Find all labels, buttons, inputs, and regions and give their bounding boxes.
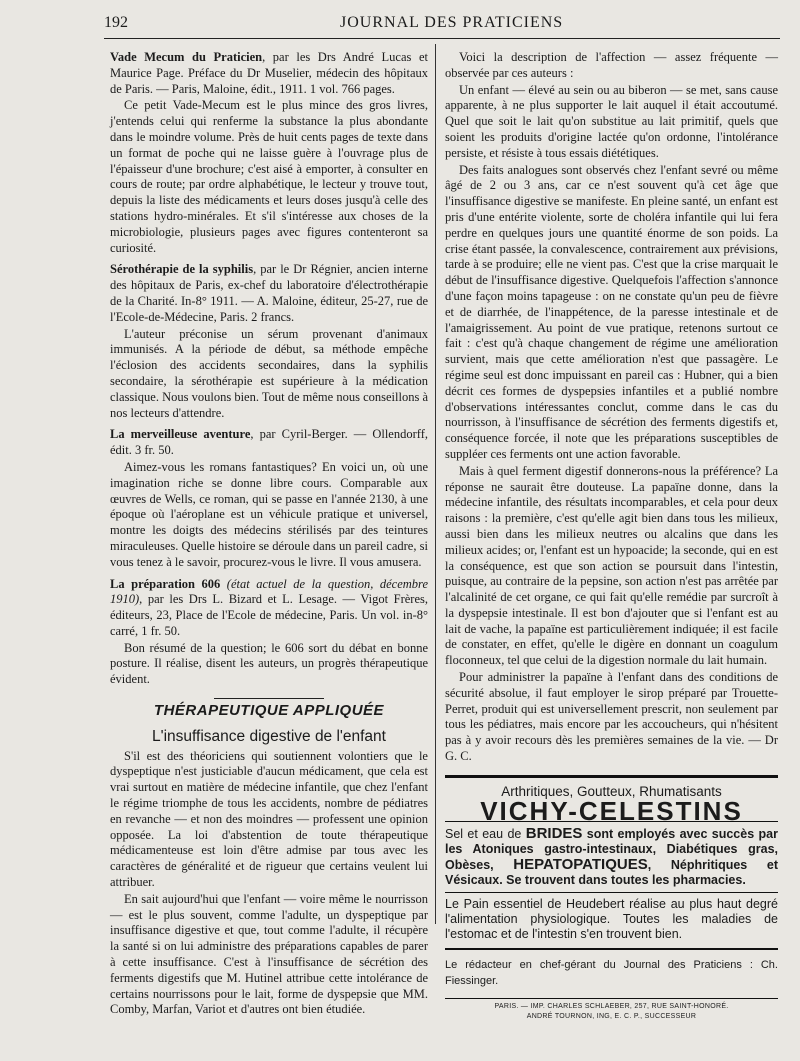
column-divider: [435, 44, 436, 924]
ad-brides: [445, 821, 778, 888]
book-subtitle: (état actuel de la question, décembre 1910): [110, 576, 428, 607]
ad-brand-brides: BRIDES: [525, 825, 583, 843]
ad-heudebert: Le Pain essentiel de Heudebert réalise au plus haut degré l'alimentation physiologique. Toutes les maladies de l'estomac et de l'intestin s'en trouvent bien.: [445, 892, 778, 942]
review-vademecum-heading: [110, 50, 428, 97]
ad-text: sont employés avec succès par les Atoniques gastro-intestinaux, Diabétiques gras, Obèses,: [445, 827, 778, 873]
book-title: Vade Mecum du Praticien: [110, 50, 263, 64]
review-paragraph: Ce petit Vade-Mecum est le plus mince des gros livres, j'entends celui qui renferme la substance la plus abondante dans le moindre volume. Près de huit cents pages de texte dans un format de poche qui ne laisse guère à l'ouvrage plus de l'épaisseur d'une brochure; c'est aisé à emporter, à consulter en cours de route; par ordre alphabétique, le lecteur y trouve tout, depuis la liste des médicaments et leurs doses jusqu'à celle des stations hydro-minérales. Et s'il s'intéresse aux choses de la microbiologie, plusieurs pages avec figures contenteront sa curiosité.: [110, 98, 428, 255]
article-paragraph: Mais à quel ferment digestif donnerons-nous la préférence? La réponse ne saurait être douteuse. La papaïne donne, dans la médecine infantile, des résultats incomparables, et cela pour deux raisons : la première, c'est qu'elle agit bien dans tous les milieux, aussi bien dans les milieux neutres ou alcalins que dans les milieux acides; or, l'enfant est un hypoacide; la seconde, qui en est la conséquence, est que son action se poursuit dans l'intestin, puisque, au contraire de la pepsine, son action n'est pas arrêtée par l'alcalinité de cet organe, ce qui fait qu'elle remédie par surcroît à la dyspepsie intestinale. Il est bon d'ajouter que si l'enfant est au lait de vache, la papaïne est particulièrement indiquée; il est facile de constater, en effet, qu'elle le digère en donnant un coagulum floconneux, tel que celui de la digestion normale du lait humain.: [445, 463, 778, 668]
book-details: , par les Drs André Lucas et Maurice Page. Préface du Dr Muselier, médecin des hôpitaux de Paris. — Paris, Maloine, édit., 1911. 1 vol. 766 pages.: [110, 50, 428, 96]
article-paragraph: Un enfant — élevé au sein ou au biberon — se met, sans cause apparente, à ne plus supporter le lait auquel il était accoutumé. Quel que soit le lait qu'on substitue au lait primitif, quels que soient les produits d'origine lactée qu'on ordonne, l'intolérance persiste, et résiste à tous essais diététiques.: [445, 82, 778, 160]
book-title: Sérothérapie de la syphilis: [110, 262, 254, 277]
article-paragraph: S'il est des théoriciens qui soutiennent volontiers que le dyspeptique n'est justiciable d'aucun médicament, que cela est vrai surtout en matière de médecine infantile, que chez l'enfant le régime triomphe de tous les accidents, nombre de pédiatres en revanche — et non des moindres — professent une opinion opposée. La loi d'abstention de toute thérapeutique médicamenteuse est loin d'être admise par tous avec les caractères de généralité et de rigueur que certains veulent lui attribuer.: [110, 748, 428, 890]
ad-brand-hepato: HEPATOPATIQUES: [513, 856, 648, 874]
review-paragraph: Bon résumé de la question; le 606 sort du débat en bonne posture. Il réalise, disent les auteurs, un progrès thérapeutique évident.: [110, 640, 428, 687]
ad-text: , Néphritiques et Vésicaux. Se trouvent dans toutes les pharmacies.: [445, 858, 778, 888]
page-number: 192: [104, 14, 128, 31]
article-title: L'insuffisance digestive de l'enfant: [152, 727, 386, 745]
header-rule: [104, 38, 780, 39]
book-title: La merveilleuse aventure: [110, 427, 251, 442]
right-column: [445, 50, 778, 1022]
book-details: , par le Dr Régnier, ancien interne des hôpitaux de Paris, ex-chef du laboratoire d'électrothérapie de la Charité. In-8° 1911. — A. Maloine, éditeur, 25-27, rue de l'Ecole-de-Médecine, Paris. 2 francs.: [110, 262, 429, 324]
left-column: [110, 50, 428, 1019]
article-paragraph: Voici la description de l'affection — assez fréquente — observée par ces auteurs :: [445, 50, 778, 80]
book-details: , par les Drs L. Bizard et L. Lesage. — Vigot Frères, éditeurs, 23, Place de l'Ecole de médecine, Paris. Un vol. in-8° carré, 1 fr. 50.: [110, 592, 428, 638]
review-paragraph: Aimez-vous les romans fantastiques? En voici un, où une imagination riche se donne libre cours. Comparable aux œuvres de Wells, ce roman, qui se passe en l'année 2130, à une époque où l'aéroplane est un véhicule pratique et universel, montre les doigts des médecins stérilisés par des teintures miraculeuses. Quelle histoire se déroule dans un pareil cadre, si vous tenez à le savoir, procurez-vous le livre. Il vous amusera.: [110, 459, 428, 569]
article-paragraph: Des faits analogues sont observés chez l'enfant sevré ou même âgé de 2 ou 3 ans, car ce n'est souvent qu'à cet âge que l'insuffisance digestive se manifeste. En pleine santé, un enfant est pris d'une entérite violente, sorte de choléra infantile qui lui fera perdre en quelques jours une quantité énorme de son poids. La crise étant passée, la convalescence, contrairement aux prévisions, tarde à se produire; elle ne vient pas. C'est que la crise marquait le début de l'insuffisance digestive. Quelquefois l'affection s'annonce d'une façon moins tapageuse : on ne constate qu'un peu de fièvre et de diarrhée, de l'inappétence, de la paresse intestinale et de l'amaigrissement. Au point de vue pratique, retenons surtout ce fait : c'est qu'à chaque changement de régime une amélioration survient, mais que cette amélioration n'est que passagère. Le régime seul est donc impuissant en pareil cas : Hubner, qui a bien décrit ces formes de dyspepsies infantiles et a publié nombre d'observations intéressantes conclut, comme dans le cas du nourrisson, à l'insuffisance de sécrétion des ferments digestifs et, conséquence forcée, il note que les préparations susceptibles de suppléer ces ferments ont une action favorable.: [445, 162, 778, 461]
article-paragraph: En sait aujourd'hui que l'enfant — voire même le nourrisson — est le plus souvent, comme l'adulte, un dyspeptique par insuffisance digestive et que, tout comme l'adulte, il récupère la santé si on lui administre des préparations capables de parer à cette insuffisance. C'est à l'insuffisance de sécrétion des ferments digestifs que M. Hutinel attribue cette intolérance de certains nourrissons pour le lait, forme de dyspepsie que MM. Comby, Marfan, Variot et d'autres ont bien étudiée.: [110, 891, 428, 1017]
book-details: , par Cyril-Berger. — Ollendorff, édit. 3 fr. 50.: [110, 427, 428, 458]
ad-brand-vichy: VICHY-CELESTINS: [480, 795, 743, 826]
ad-text: Sel et eau de: [445, 827, 526, 842]
section-rule: [214, 698, 324, 699]
section-header: [110, 698, 428, 745]
editor-line: Le rédacteur en chef-gérant du Journal des Praticiens : Ch. Fiessinger.: [445, 948, 778, 990]
review-paragraph: L'auteur préconise un sérum provenant d'animaux immunisés. A la période de début, sa méthode empêche l'éclosion des accidents secondaires, dans la syphilis secondaire, la sérothérapie est supérieure à la médication classique. Nous voulons bien. Tout de même nous conseillons à nos lecteurs d'attendre.: [110, 326, 428, 420]
review-sero-heading: [110, 262, 428, 325]
journal-title: JOURNAL DES PRATICIENS: [340, 14, 564, 31]
page-header: [0, 14, 800, 36]
article-paragraph: Pour administrer la papaïne à l'enfant dans des conditions de sécurité absolue, il faut employer le sirop préparé par Trouette-Perret, produit qui est universellement prescrit, non seulement par tous les pédiatres, mais encore par les accoucheurs, qui n'hésitent pas à y avoir recours dès les premières semaines de la vie. — Dr G. C.: [445, 670, 778, 764]
printer-line: ANDRÉ TOURNON, ING, E. C. P., SUCCESSEUR: [526, 1013, 697, 1021]
review-606-heading: [110, 577, 428, 640]
advertisement-box: [445, 775, 778, 1022]
ad-tagline: Arthritiques, Goutteux, Rhumatisants: [501, 783, 722, 799]
book-title: La préparation 606: [110, 576, 221, 591]
review-aventure-heading: [110, 427, 428, 459]
section-title: THÉRAPEUTIQUE APPLIQUÉE: [153, 702, 385, 720]
printer-line: PARIS. — IMP. CHARLES SCHLAEBER, 257, RUE SAINT-HONORÉ.: [494, 1003, 729, 1011]
printer-imprint: [445, 998, 778, 1022]
